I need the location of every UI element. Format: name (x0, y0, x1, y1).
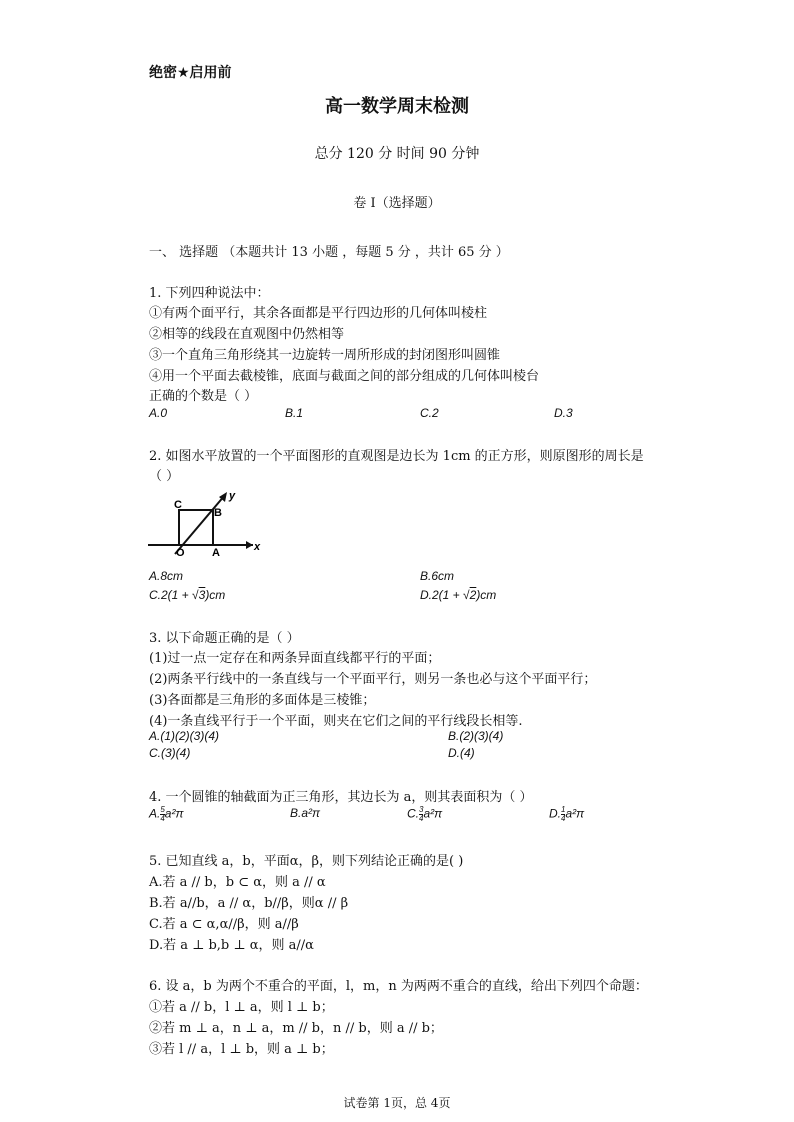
q6-item: ②若 m ⊥ a，n ⊥ a，m // b，n // b，则 a // b； (149, 1021, 443, 1036)
q3-option-c: C.(3)(4) (149, 746, 191, 760)
x-arrow-icon (246, 541, 253, 549)
q2-stem: 2. 如图水平放置的一个平面图形的直观图是边长为 1cm 的正方形，则原图形的周长是 (149, 449, 644, 464)
q3-item: (4)一条直线平行于一个平面，则夹在它们之间的平行线段长相等. (149, 714, 523, 729)
q1-stem: 1. 下列四种说法中： (149, 286, 270, 301)
q5-stem: 5. 已知直线 a，b，平面α，β，则下列结论正确的是( ) (149, 854, 464, 869)
q4-stem: 4. 一个圆锥的轴截面为正三角形，其边长为 a，则其表面积为（ ） (149, 790, 533, 805)
q6-item: ①若 a // b，l ⊥ a，则 l ⊥ b； (149, 1000, 334, 1015)
q2-option-d: D.2(1 + √2)cm (420, 588, 497, 602)
q5-option-b: B.若 a//b，a // α，b//β，则α // β (149, 896, 349, 911)
q2-option-c: C.2(1 + √3)cm (149, 588, 226, 602)
q4-option-d: D. $\frac{1}{4}$ a²π (549, 805, 585, 823)
q1-option-d: D.3 (554, 406, 573, 420)
label-a: A (212, 547, 220, 559)
q1-item: 正确的个数是（ ） (149, 389, 258, 404)
q5-option-d: D.若 a ⊥ b,b ⊥ α，则 a//α (149, 938, 314, 953)
label-b: B (214, 507, 222, 519)
q1-option-b: B.1 (285, 406, 304, 420)
label-x: x (254, 541, 261, 553)
q1-item: ④用一个平面去截棱锥，底面与截面之间的部分组成的几何体叫棱台 (149, 369, 540, 384)
q2-figure (145, 488, 265, 560)
q1-item: ①有两个面平行，其余各面都是平行四边形的几何体叫棱柱 (149, 306, 488, 321)
section-heading: 一、 选择题 （本题共计 13 小题 ，每题 5 分 ，共计 65 分 ） (149, 245, 509, 260)
page-footer: 试卷第 1页，总 4页 (343, 1096, 451, 1110)
q6-stem: 6. 设 a，b 为两个不重合的平面，l，m，n 为两两不重合的直线，给出下列四个命题： (149, 979, 648, 994)
q4-option-b: B.a²π (290, 806, 321, 820)
label-y: y (229, 490, 236, 502)
q2-stem-paren: （ ） (149, 469, 180, 484)
q1-option-a: A.0 (149, 406, 168, 420)
q3-option-d: D.(4) (448, 746, 475, 760)
q3-item: (3)各面都是三角形的多面体是三棱锥； (149, 693, 376, 708)
confidential-mark: 绝密★启用前 (149, 65, 232, 81)
q2-option-b: B.6cm (420, 569, 455, 583)
q5-option-a: A.若 a // b，b ⊂ α，则 a // α (149, 875, 326, 890)
label-c: C (174, 499, 182, 511)
q1-item: ②相等的线段在直观图中仍然相等 (149, 327, 345, 342)
page-title: 高一数学周末检测 (325, 96, 469, 117)
q6-item: ③若 l // a，l ⊥ b，则 a ⊥ b； (149, 1042, 334, 1057)
q4-option-c: C. $\frac{3}{4}$ a²π (407, 805, 443, 823)
q4-option-a: A. $\frac{5}{4}$ a²π (149, 805, 184, 823)
q3-option-a: A.(1)(2)(3)(4) (149, 729, 220, 743)
q1-item: ③一个直角三角形绕其一边旋转一周所形成的封闭图形叫圆锥 (149, 348, 501, 363)
q5-option-c: C.若 a ⊂ α,α//β，则 a//β (149, 917, 299, 932)
q3-stem: 3. 以下命题正确的是（ ） (149, 631, 300, 646)
q3-option-b: B.(2)(3)(4) (448, 729, 504, 743)
q2-option-a: A.8cm (149, 569, 184, 583)
exam-meta: 总分 120 分 时间 90 分钟 (314, 146, 480, 162)
volume-heading: 卷 I（选择题） (353, 196, 441, 211)
q3-item: (1)过一点一定存在和两条异面直线都平行的平面； (149, 651, 441, 666)
q3-item: (2)两条平行线中的一条直线与一个平面平行，则另一条也必与这个平面平行； (149, 672, 597, 687)
q1-option-c: C.2 (420, 406, 439, 420)
label-o: O (176, 547, 185, 559)
